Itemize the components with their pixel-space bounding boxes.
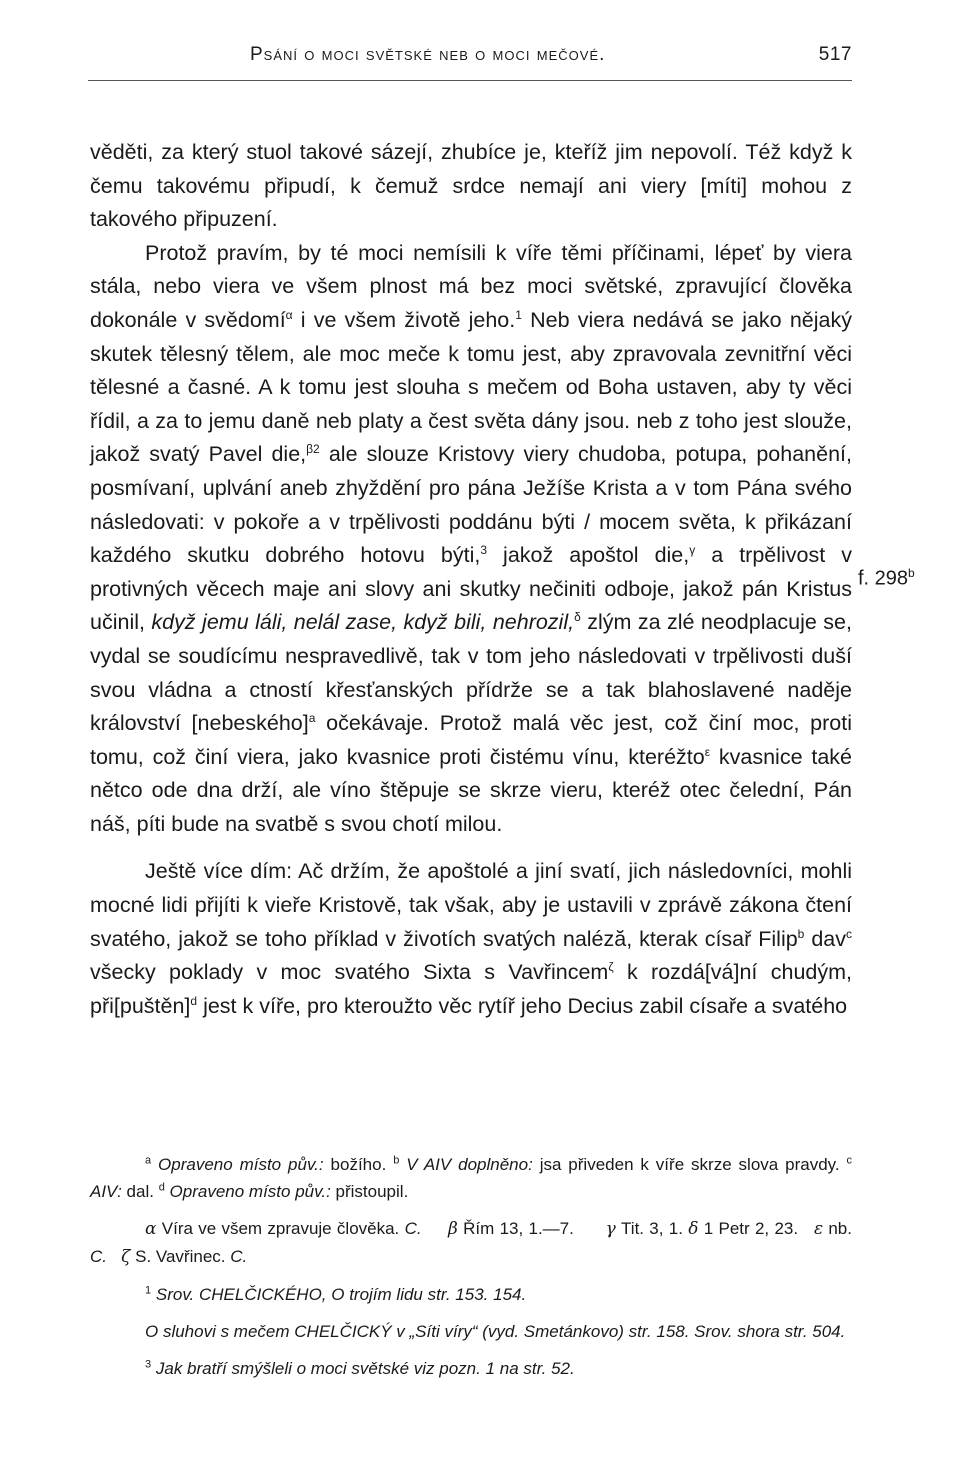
paragraph-2 xyxy=(90,237,852,842)
tnote-c-text: dal. xyxy=(121,1182,159,1201)
p2-text-f: a trpělivost v protivných věcech maje ani slovy ani skutky nečiniti odboje, jakož pán Kristus učinil, xyxy=(90,543,852,635)
tnote-b-text: jsa přiveden k víře skrze slova pravdy. xyxy=(532,1155,847,1174)
snote-zeta-src: C. xyxy=(230,1247,248,1266)
folio-label: f. 298 xyxy=(858,567,909,590)
snote-zeta-text: S. Vavřinec. xyxy=(130,1247,231,1266)
page-number: 517 xyxy=(818,44,852,65)
footnote-2-text: O sluhovi s mečem CHELČICKÝ v „Síti víry“ (vyd. Smetánkovo) str. 158. Srov. shora str. 504. xyxy=(145,1322,846,1341)
p2-text-d: ale slouze Kristovy viery chudoba, potupa, pohanění, posmívaní, uplvání aneb zhyždění pro pána Ježíše Krista a v tom Pána svého následovati: v pokoře a v trpělivosti poddánu býti / mocem světa, k přikázaní každého skutku dobrého hotovu býti, xyxy=(90,442,852,568)
note-mark-gamma: γ xyxy=(689,542,696,557)
note-mark-epsilon: ε xyxy=(704,744,711,759)
running-head xyxy=(90,44,852,76)
footnote-3-mark: 3 xyxy=(145,1358,152,1371)
p3-text-e: jest k víře, pro kteroužto věc rytíř jeho Decius zabil císaře a svatého xyxy=(197,993,848,1018)
note-mark-alpha: α xyxy=(285,307,293,322)
source-notes xyxy=(90,1215,852,1271)
snote-delta-text: 1 Petr 2, 23. xyxy=(698,1219,804,1238)
snote-alpha-src: C. xyxy=(404,1219,422,1238)
snote-alpha-text: Víra ve všem zpravuje člověka. xyxy=(156,1219,405,1238)
p2-text-h: očekávaje. Protož malá věc jest, což činí moc, proti tomu, což činí viera, jako kvasnice proti čistému vínu, kteréžto xyxy=(90,711,852,769)
p2-text-e: jakož apoštol die, xyxy=(487,543,690,568)
body-text xyxy=(90,136,852,1023)
p3-text-b: dav xyxy=(804,926,846,951)
snote-zeta-mark: ζ xyxy=(121,1247,131,1267)
snote-beta-text: Řím 13, 1.—7. xyxy=(457,1219,580,1238)
note-mark-d: d xyxy=(190,993,198,1008)
p2-italic-quote: když jemu láli, nelál zase, když bili, nehrozil, xyxy=(151,610,575,635)
tnote-c-label: AIV: xyxy=(90,1182,122,1201)
snote-delta-mark: δ xyxy=(688,1219,699,1239)
p3-text-a: Ještě více dím: Ač držím, že apoštolé a jiní svatí, jich následovníci, mohli mocné lidi přijíti k vieře Kristově, tak však, aby je ustavili v zprávě zákona čtení svatého, jakož se toho příklad v životích svatých naléză, kterak císař Filip xyxy=(90,859,852,951)
tnote-b-mark: b xyxy=(393,1154,400,1167)
snote-epsilon-mark: ε xyxy=(813,1219,824,1239)
footnote-3-text: Jak bratří smýšleli o moci světské viz pozn. 1 na str. 52. xyxy=(155,1359,575,1378)
p2-text-i: kvasnice také nětco ode dna drží, ale víno štěpuje se skrze vieru, kteréž otec čelední, Pán náš, píti bude na svatbě s svou chotí milou. xyxy=(90,744,853,836)
p2-text-g: zlým za zlé neodplacuje se, vydal se soudícímu nespravedlivě, tak v tom jeho následovati v trpělivosti duší svou vládna a ctností křesťanských přídrže se a tak blahoslavené naděje království [nebeského] xyxy=(90,610,852,736)
tnote-a-mark: a xyxy=(145,1154,152,1167)
p3-text-c: všecky poklady v moc svatého Sixta s Vavřincem xyxy=(90,960,609,985)
running-head-title: Psání o moci světské neb o moci mečové. xyxy=(250,44,606,65)
footnotes xyxy=(90,1151,852,1382)
snote-gamma-text: Tit. 3, 1. xyxy=(615,1219,689,1238)
footnote-ref-3: 3 xyxy=(480,542,488,557)
snote-gamma-mark: γ xyxy=(605,1219,616,1239)
note-mark-beta: β xyxy=(306,442,314,457)
p2-text-b: i ve všem životě jeho. xyxy=(292,307,516,332)
footnote-1-mark: 1 xyxy=(145,1284,152,1297)
folio-margin-note xyxy=(858,566,915,591)
tnote-d-text: přistoupil. xyxy=(330,1182,409,1201)
header-rule xyxy=(88,80,852,81)
tnote-a-text: božího. xyxy=(323,1155,394,1174)
paragraph-1: věděti, za který stuol takové sázejí, zhubíce je, kteříž jim nepovolí. Též když k čemu takovému připudí, k čemuž srdce nemají ani viery [míti] mohou z takového připuzení. xyxy=(90,140,852,232)
footnote-2 xyxy=(90,1318,852,1345)
paragraph-3 xyxy=(90,855,852,1023)
note-mark-delta: δ xyxy=(574,610,581,625)
tnote-d-label: Opraveno místo pův.: xyxy=(169,1182,331,1201)
snote-beta-mark: β xyxy=(448,1219,458,1239)
snote-epsilon-src: C. xyxy=(90,1247,107,1266)
footnote-1-text: Srov. CHELČICKÉHO, O trojím lidu str. 153. 154. xyxy=(155,1285,527,1304)
tnote-d-mark: d xyxy=(158,1181,165,1194)
note-mark-zeta: ζ xyxy=(608,960,614,975)
p3-text-d: k rozdá[vá]ní chudým, při[puštěn] xyxy=(90,960,852,1018)
footnote-3 xyxy=(90,1355,852,1382)
textual-notes xyxy=(90,1151,852,1205)
footnote-1 xyxy=(90,1281,852,1308)
note-mark-b: b xyxy=(797,926,805,941)
note-mark-a: a xyxy=(308,710,316,725)
p2-text-a: Protož pravím, by té moci nemísili k víře těmi příčinami, lépeť by viera stála, nebo viera ve všem plnost má bez moci světské, zpravující člověka dokonále v svědomí xyxy=(90,240,852,332)
folio-side: b xyxy=(908,566,915,580)
tnote-c-mark: c xyxy=(846,1154,852,1167)
footnote-ref-2: 2 xyxy=(313,442,320,457)
tnote-b-label: V AIV doplněno: xyxy=(406,1155,533,1174)
snote-alpha-mark: α xyxy=(145,1219,157,1239)
snote-epsilon-text: nb. xyxy=(823,1219,852,1238)
p2-text-c: Neb viera nedává se jako nějaký skutek tělesný tělem, ale moc meče k tomu jest, aby zpravovala zevnitřní věci tělesné a časné. A k tomu jest slouha s mečem od Boha ustaven, aby ty věci řídil, a za to jemu daně neb platy a čest světa dány jsou. neb z toho jest slouže, jakož svatý Pavel die, xyxy=(90,307,852,467)
footnote-ref-1: 1 xyxy=(515,307,522,322)
tnote-a-label: Opraveno místo pův.: xyxy=(158,1155,324,1174)
note-mark-c: c xyxy=(846,926,852,941)
